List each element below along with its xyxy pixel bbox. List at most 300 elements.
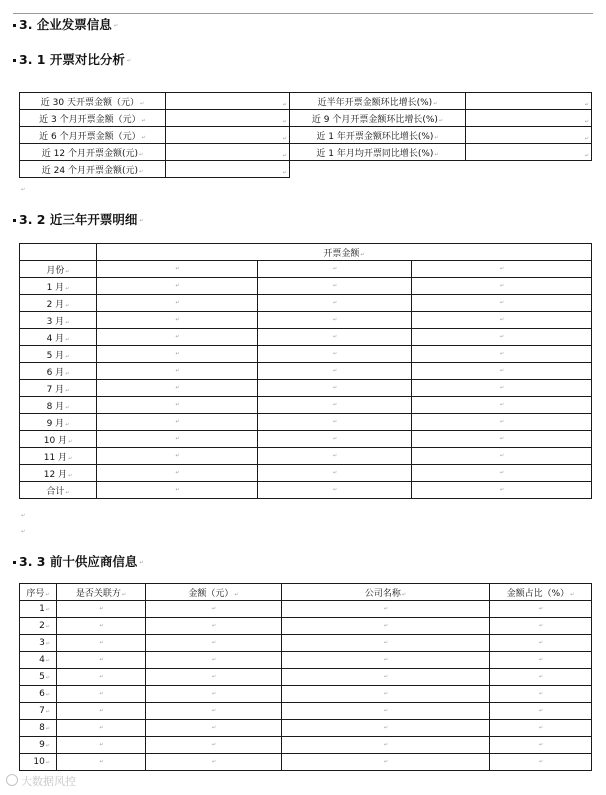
table-row (20, 346, 592, 363)
paragraph-mark-icon: ↵ (282, 153, 287, 159)
paragraph-mark-icon: ↵ (499, 283, 505, 289)
supplier-data-cell (146, 754, 282, 771)
paragraph-mark-icon: ↵ (45, 641, 50, 647)
paragraph-mark-icon: ↵ (538, 640, 544, 646)
paragraph-mark-icon: ↵ (175, 419, 180, 425)
supplier-data-cell (282, 737, 490, 754)
paragraph-mark-icon: ↵ (45, 591, 50, 598)
paragraph-mark-icon: ↵ (211, 742, 217, 748)
amount-cell (97, 482, 258, 499)
paragraph-mark-icon: ↵ (383, 623, 389, 629)
weibo-icon (6, 774, 18, 786)
paragraph-mark-icon: ↵ (332, 419, 338, 425)
paragraph-mark-icon: ↵ (175, 385, 180, 391)
paragraph-mark-icon: ↵ (45, 743, 50, 749)
month-header: 月份↵ (20, 261, 97, 278)
amount-cell (412, 329, 592, 346)
month-cell: 3 月↵ (20, 312, 97, 329)
paragraph-mark-icon: ↵ (499, 334, 505, 340)
paragraph-mark-icon: ↵ (211, 657, 217, 663)
month-cell: 12 月↵ (20, 465, 97, 482)
paragraph-mark-icon: ↵ (211, 623, 217, 629)
amount-cell (412, 312, 592, 329)
table-row (20, 618, 592, 635)
paragraph-mark-icon: ↵ (211, 640, 217, 646)
paragraph-mark-icon: ↵ (538, 691, 544, 697)
paragraph-mark-icon: ↵ (175, 436, 180, 442)
amount-cell (97, 346, 258, 363)
paragraph-mark-icon: ↵ (538, 606, 544, 612)
supplier-data-cell (57, 652, 146, 669)
paragraph-mark-icon: ↵ (332, 470, 338, 476)
table-row (20, 127, 592, 144)
paragraph-mark-icon: ↵ (332, 368, 338, 374)
paragraph-mark-icon: ↵ (21, 513, 26, 519)
table-row (20, 703, 592, 720)
table-row (20, 754, 592, 771)
metric-label: 近半年开票金额环比增长(%)↵ (290, 93, 466, 110)
paragraph-mark-icon: ↵ (538, 742, 544, 748)
table-row (20, 329, 592, 346)
paragraph-mark-icon: ↵ (65, 387, 70, 394)
paragraph-mark-icon: ↵ (332, 317, 338, 323)
amount-cell (412, 278, 592, 295)
paragraph-mark-icon: ↵ (211, 759, 217, 765)
paragraph-mark-icon: ↵ (383, 691, 389, 697)
amount-cell (258, 346, 412, 363)
paragraph-mark-icon: ↵ (383, 640, 389, 646)
row-number-cell: 3↵ (20, 635, 57, 652)
column-header: 金额占比（%）↵ (490, 584, 592, 601)
table-row (20, 448, 592, 465)
metric-label: 近 6 个月开票金额（元）↵ (20, 127, 166, 144)
table-row (20, 669, 592, 686)
row-number-cell: 2↵ (20, 618, 57, 635)
metric-label: 近 12 个月开票金额(元)↵ (20, 144, 166, 161)
table-row (20, 431, 592, 448)
paragraph-mark-icon: ↵ (332, 334, 338, 340)
paragraph-mark-icon: ↵ (99, 708, 104, 714)
column-header: 是否关联方↵ (57, 584, 146, 601)
amount-cell (258, 278, 412, 295)
supplier-data-cell (57, 669, 146, 686)
metric-value-cell (166, 93, 290, 110)
paragraph-mark-icon: ↵ (584, 153, 589, 159)
paragraph-mark-icon: ↵ (383, 725, 389, 731)
month-cell: 2 月↵ (20, 295, 97, 312)
paragraph-mark-icon: ↵ (139, 100, 145, 107)
paragraph-mark-icon: ↵ (332, 453, 338, 459)
paragraph-mark-icon: ↵ (99, 742, 104, 748)
paragraph-mark-icon: ↵ (65, 489, 70, 496)
paragraph-mark-icon: ↵ (538, 674, 544, 680)
month-cell: 7 月↵ (20, 380, 97, 397)
paragraph-mark-icon: ↵ (99, 759, 104, 765)
supplier-data-cell (57, 754, 146, 771)
amount-cell (412, 397, 592, 414)
paragraph-mark-icon: ↵ (538, 657, 544, 663)
supplier-data-cell (282, 703, 490, 720)
supplier-data-cell (57, 703, 146, 720)
supplier-data-cell (282, 754, 490, 771)
supplier-data-cell (282, 601, 490, 618)
empty-cell (290, 161, 592, 178)
table-row (20, 652, 592, 669)
column-header: 金额（元）↵ (146, 584, 282, 601)
paragraph-mark-icon: ↵ (332, 300, 338, 306)
paragraph-mark-icon: ↵ (65, 421, 70, 428)
amount-cell (258, 329, 412, 346)
row-number-cell: 5↵ (20, 669, 57, 686)
section-3-heading (13, 17, 118, 34)
paragraph-mark-icon: ↵ (121, 591, 127, 598)
table-row (20, 397, 592, 414)
paragraph-mark-icon: ↵ (499, 453, 505, 459)
paragraph-mark-icon: ↵ (68, 472, 73, 479)
supplier-data-cell (490, 686, 592, 703)
paragraph-mark-icon: ↵ (65, 268, 70, 275)
month-cell: 6 月↵ (20, 363, 97, 380)
supplier-data-cell (490, 618, 592, 635)
bullet-icon (13, 24, 16, 27)
table-row (20, 601, 592, 618)
row-number-cell: 9↵ (20, 737, 57, 754)
supplier-data-cell (490, 754, 592, 771)
column-header: 序号↵ (20, 584, 57, 601)
amount-cell (258, 295, 412, 312)
metric-value-cell (466, 127, 592, 144)
month-cell: 1 月↵ (20, 278, 97, 295)
watermark-text: 大数据风控 (21, 775, 76, 788)
paragraph-mark-icon: ↵ (139, 217, 144, 224)
paragraph-mark-icon: ↵ (499, 436, 505, 442)
metric-label: 近 1 年开票金额环比增长(%)↵ (290, 127, 466, 144)
table-row (20, 312, 592, 329)
supplier-data-cell (490, 652, 592, 669)
supplier-data-cell (57, 618, 146, 635)
supplier-data-cell (57, 737, 146, 754)
paragraph-mark-icon: ↵ (45, 692, 50, 698)
amount-cell (412, 431, 592, 448)
paragraph-mark-icon: ↵ (538, 623, 544, 629)
month-cell: 10 月↵ (20, 431, 97, 448)
paragraph-mark-icon: ↵ (570, 591, 575, 598)
amount-cell (97, 295, 258, 312)
table-row (20, 380, 592, 397)
top-suppliers-table (19, 583, 592, 771)
year-header-cell (258, 261, 412, 278)
paragraph-mark-icon: ↵ (211, 674, 217, 680)
section-3-title: 3. 企业发票信息 (19, 17, 112, 32)
paragraph-mark-icon: ↵ (175, 487, 180, 493)
paragraph-mark-icon: ↵ (99, 674, 104, 680)
paragraph-mark-icon: ↵ (433, 100, 438, 107)
amount-cell (97, 312, 258, 329)
paragraph-mark-icon: ↵ (175, 334, 180, 340)
paragraph-mark-icon: ↵ (332, 283, 338, 289)
paragraph-mark-icon: ↵ (65, 353, 70, 360)
paragraph-mark-icon: ↵ (141, 117, 146, 124)
supplier-data-cell (146, 737, 282, 754)
amount-cell (412, 465, 592, 482)
paragraph-mark-icon: ↵ (45, 709, 50, 715)
metric-label: 近 3 个月开票金额（元）↵ (20, 110, 166, 127)
supplier-data-cell (490, 737, 592, 754)
paragraph-mark-icon: ↵ (211, 691, 217, 697)
amount-cell (258, 431, 412, 448)
paragraph-mark-icon: ↵ (499, 487, 505, 493)
paragraph-mark-icon: ↵ (99, 623, 104, 629)
paragraph-mark-icon: ↵ (499, 317, 505, 323)
watermark (6, 773, 76, 789)
amount-cell (97, 278, 258, 295)
metric-value-cell (466, 110, 592, 127)
paragraph-mark-icon: ↵ (499, 402, 505, 408)
paragraph-mark-icon: ↵ (499, 470, 505, 476)
paragraph-mark-icon: ↵ (139, 168, 144, 175)
paragraph-mark-icon: ↵ (99, 691, 104, 697)
amount-cell (258, 397, 412, 414)
paragraph-mark-icon: ↵ (45, 624, 50, 630)
paragraph-mark-icon: ↵ (282, 170, 287, 176)
supplier-data-cell (490, 669, 592, 686)
supplier-data-cell (146, 652, 282, 669)
paragraph-mark-icon: ↵ (99, 640, 104, 646)
table-row (20, 295, 592, 312)
paragraph-mark-icon: ↵ (65, 336, 70, 343)
table-row (20, 414, 592, 431)
supplier-data-cell (490, 703, 592, 720)
row-number-cell: 10↵ (20, 754, 57, 771)
paragraph-mark-icon: ↵ (113, 22, 119, 29)
paragraph-mark-icon: ↵ (65, 404, 70, 411)
paragraph-mark-icon: ↵ (68, 438, 73, 445)
column-header: 公司名称↵ (282, 584, 490, 601)
table-row (20, 482, 592, 499)
paragraph-mark-icon: ↵ (65, 285, 70, 292)
paragraph-mark-icon: ↵ (175, 402, 180, 408)
table-row (20, 465, 592, 482)
invoice-amount-header: 开票金额↵ (97, 244, 592, 261)
supplier-data-cell (57, 601, 146, 618)
paragraph-mark-icon: ↵ (332, 385, 338, 391)
paragraph-mark-icon: ↵ (499, 368, 505, 374)
paragraph-mark-icon: ↵ (438, 117, 444, 124)
paragraph-mark-icon: ↵ (175, 470, 180, 476)
supplier-data-cell (282, 635, 490, 652)
supplier-data-cell (490, 601, 592, 618)
paragraph-mark-icon: ↵ (332, 266, 338, 272)
amount-cell (97, 363, 258, 380)
paragraph-mark-icon: ↵ (499, 419, 505, 425)
metric-value-cell (466, 144, 592, 161)
section-3-1-heading (13, 52, 131, 69)
supplier-data-cell (146, 601, 282, 618)
supplier-data-cell (146, 669, 282, 686)
section-3-3-title: 3. 3 前十供应商信息 (19, 554, 138, 569)
paragraph-mark-icon: ↵ (332, 436, 338, 442)
row-number-cell: 7↵ (20, 703, 57, 720)
section-3-2-heading (13, 212, 144, 229)
invoice-comparison-table (19, 92, 592, 178)
paragraph-mark-icon: ↵ (383, 606, 389, 612)
paragraph-mark-icon: ↵ (282, 119, 287, 125)
section-3-2-title: 3. 2 近三年开票明细 (19, 212, 138, 227)
year-header-cell (97, 261, 258, 278)
paragraph-mark-icon: ↵ (65, 319, 70, 326)
month-cell: 9 月↵ (20, 414, 97, 431)
amount-cell (412, 346, 592, 363)
paragraph-mark-icon: ↵ (141, 134, 146, 141)
table-row (20, 737, 592, 754)
supplier-data-cell (282, 652, 490, 669)
supplier-data-cell (57, 686, 146, 703)
row-number-cell: 1↵ (20, 601, 57, 618)
row-number-cell: 8↵ (20, 720, 57, 737)
metric-label: 近 1 年月均开票同比增长(%)↵ (290, 144, 466, 161)
paragraph-mark-icon: ↵ (65, 370, 70, 377)
paragraph-mark-icon: ↵ (538, 759, 544, 765)
paragraph-mark-icon: ↵ (401, 591, 407, 598)
amount-cell (97, 448, 258, 465)
paragraph-mark-icon: ↵ (175, 368, 180, 374)
paragraph-mark-icon: ↵ (499, 300, 505, 306)
paragraph-mark-icon: ↵ (65, 302, 70, 309)
amount-cell (258, 482, 412, 499)
metric-value-cell (166, 161, 290, 178)
paragraph-mark-icon: ↵ (68, 455, 73, 462)
table-row (20, 93, 592, 110)
amount-cell (412, 448, 592, 465)
amount-cell (97, 380, 258, 397)
paragraph-mark-icon: ↵ (175, 453, 180, 459)
paragraph-mark-icon: ↵ (499, 385, 505, 391)
paragraph-mark-icon: ↵ (538, 708, 544, 714)
supplier-data-cell (490, 720, 592, 737)
paragraph-mark-icon: ↵ (175, 317, 180, 323)
supplier-data-cell (146, 703, 282, 720)
paragraph-mark-icon: ↵ (332, 351, 338, 357)
supplier-data-cell (282, 618, 490, 635)
paragraph-mark-icon: ↵ (538, 725, 544, 731)
table-row (20, 363, 592, 380)
paragraph-mark-icon: ↵ (45, 607, 50, 613)
paragraph-mark-icon: ↵ (99, 606, 104, 612)
supplier-data-cell (490, 635, 592, 652)
paragraph-mark-icon: ↵ (175, 283, 180, 289)
table-row (20, 144, 592, 161)
amount-cell (97, 465, 258, 482)
month-cell: 4 月↵ (20, 329, 97, 346)
month-cell: 8 月↵ (20, 397, 97, 414)
amount-cell (412, 380, 592, 397)
supplier-data-cell (146, 618, 282, 635)
paragraph-mark-icon: ↵ (211, 708, 217, 714)
amount-cell (97, 329, 258, 346)
table-row (20, 161, 592, 178)
table-row (20, 635, 592, 652)
paragraph-mark-icon: ↵ (21, 529, 26, 535)
paragraph-mark-icon: ↵ (175, 300, 180, 306)
supplier-data-cell (146, 720, 282, 737)
paragraph-mark-icon: ↵ (584, 102, 589, 108)
year-header-cell (412, 261, 592, 278)
metric-label: 近 30 天开票金额（元）↵ (20, 93, 166, 110)
paragraph-mark-icon: ↵ (383, 708, 389, 714)
paragraph-mark-icon: ↵ (139, 151, 144, 158)
table-row (20, 686, 592, 703)
paragraph-mark-icon: ↵ (99, 657, 104, 663)
month-cell: 11 月↵ (20, 448, 97, 465)
supplier-data-cell (57, 720, 146, 737)
paragraph-mark-icon: ↵ (45, 675, 50, 681)
paragraph-mark-icon: ↵ (175, 266, 180, 272)
paragraph-mark-icon: ↵ (383, 759, 389, 765)
supplier-data-cell (57, 635, 146, 652)
amount-cell (258, 363, 412, 380)
paragraph-mark-icon: ↵ (434, 134, 439, 141)
paragraph-mark-icon: ↵ (21, 187, 26, 193)
month-cell: 5 月↵ (20, 346, 97, 363)
amount-cell (412, 414, 592, 431)
bullet-icon (13, 59, 16, 62)
metric-value-cell (466, 93, 592, 110)
amount-cell (258, 380, 412, 397)
bullet-icon (13, 561, 16, 564)
bullet-icon (13, 219, 16, 222)
paragraph-mark-icon: ↵ (45, 726, 50, 732)
paragraph-mark-icon: ↵ (499, 351, 505, 357)
supplier-data-cell (146, 686, 282, 703)
amount-cell (258, 414, 412, 431)
paragraph-mark-icon: ↵ (332, 402, 338, 408)
amount-cell (258, 312, 412, 329)
paragraph-mark-icon: ↵ (139, 559, 144, 566)
top-rule (13, 13, 593, 14)
paragraph-mark-icon: ↵ (282, 136, 287, 142)
metric-label: 近 24 个月开票金额(元)↵ (20, 161, 166, 178)
table-header-corner (20, 244, 97, 261)
table-row (20, 261, 592, 278)
amount-cell (97, 431, 258, 448)
paragraph-mark-icon: ↵ (383, 742, 389, 748)
amount-cell (258, 448, 412, 465)
supplier-data-cell (282, 686, 490, 703)
section-3-3-heading (13, 554, 144, 571)
row-number-cell: 4↵ (20, 652, 57, 669)
supplier-data-cell (282, 669, 490, 686)
metric-value-cell (166, 127, 290, 144)
row-number-cell: 6↵ (20, 686, 57, 703)
supplier-data-cell (282, 720, 490, 737)
paragraph-mark-icon: ↵ (99, 725, 104, 731)
amount-cell (412, 363, 592, 380)
amount-cell (412, 482, 592, 499)
metric-value-cell (166, 144, 290, 161)
paragraph-mark-icon: ↵ (584, 136, 589, 142)
section-3-1-title: 3. 1 开票对比分析 (19, 52, 125, 67)
table-row (20, 720, 592, 737)
paragraph-mark-icon: ↵ (175, 351, 180, 357)
table-row (20, 278, 592, 295)
amount-cell (258, 465, 412, 482)
paragraph-mark-icon: ↵ (234, 591, 239, 598)
paragraph-mark-icon: ↵ (332, 487, 338, 493)
metric-value-cell (166, 110, 290, 127)
paragraph-mark-icon: ↵ (282, 102, 287, 108)
paragraph-mark-icon: ↵ (584, 119, 589, 125)
paragraph-mark-icon: ↵ (211, 725, 217, 731)
